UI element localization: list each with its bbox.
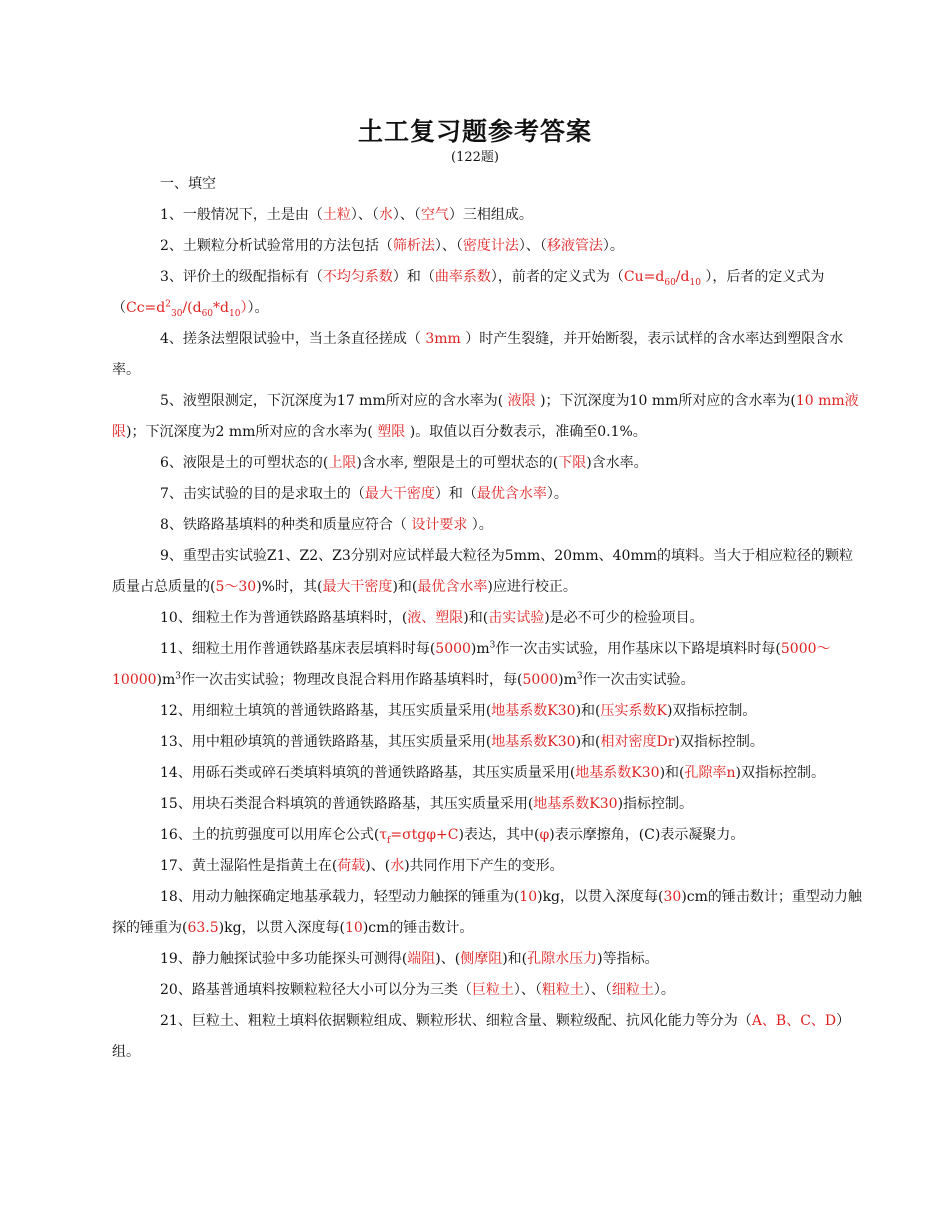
answer-text: 粗粒土: [541, 982, 584, 998]
answer-text: 移液管法: [546, 238, 603, 254]
question-text: 7、击实试验的目的是求取土的（: [160, 486, 365, 502]
answer-text: 相对密度Dr: [600, 734, 675, 750]
answer-text: τ: [379, 827, 388, 843]
question-text: 20、路基普通填料按颗粒粒径大小可以分为三类（: [160, 982, 472, 998]
question-text: )cm的锤击数计；重型动力触探的锤重为(: [112, 889, 862, 936]
question-text: 作一次击实试验；物理改良混合料用作路基填料时，每(: [181, 672, 523, 688]
question-text: )kg，以贯入深度每(: [537, 889, 664, 905]
answer-text: 端阻: [407, 951, 436, 967]
question-text: ），前者的定义式为（: [490, 269, 624, 285]
question-text: ）、（: [513, 982, 542, 998]
question-item: [112, 324, 864, 386]
question-text: )。取值以百分数表示，准确至0.1%。: [405, 424, 647, 440]
answer-text: 击实试验: [488, 610, 545, 626]
question-item: [112, 386, 864, 448]
answer-text: 液限: [507, 393, 536, 409]
question-text: )和(: [575, 703, 601, 719]
answer-text: 不均匀系数: [322, 269, 393, 285]
question-text: 3: [175, 671, 182, 682]
answer-text: ）: [240, 300, 248, 316]
question-text: 15、用块石类混合料填筑的普通铁路路基，其压实质量采用(: [160, 796, 534, 812]
question-text: )和(: [502, 951, 528, 967]
question-text: 1、一般情况下，土是由（: [160, 207, 323, 223]
question-text: ）。: [546, 486, 568, 502]
answer-text: /d: [675, 269, 690, 285]
answer-text: 5000: [522, 672, 559, 688]
question-text: ）。: [653, 982, 675, 998]
question-text: )双指标控制。: [735, 765, 825, 781]
question-text: 10、细粒土作为普通铁路路基填料时，(: [160, 610, 408, 626]
question-item: [112, 231, 864, 262]
question-text: )是必不可少的检验项目。: [544, 610, 704, 626]
answer-text: 地基系数K30: [491, 703, 576, 719]
question-text: ）、（: [350, 207, 379, 223]
question-text: 18、用动力触探确定地基承载力，轻型动力触探的锤重为(: [160, 889, 520, 905]
answer-text: 地基系数K30: [491, 734, 576, 750]
question-text: 8、铁路路基填料的种类和质量应符合（: [160, 517, 412, 533]
question-text: )m: [156, 672, 176, 688]
question-text: )kg，以贯入深度每(: [218, 920, 346, 936]
question-item: [112, 696, 864, 727]
answer-text: 30: [170, 308, 183, 319]
question-text: )；下沉深度为10 mm所对应的含水率为(: [535, 393, 796, 409]
question-text: 3、评价土的级配指标有（: [160, 269, 323, 285]
answer-text: 筛析法: [392, 238, 435, 254]
question-text: )和(: [659, 765, 685, 781]
page-subtitle: (122题): [451, 150, 499, 165]
answer-text: 液、塑限: [407, 610, 464, 626]
question-text: 作一次击实试验。: [582, 672, 695, 688]
question-text: 6、液限是土的可塑状态的(: [160, 455, 329, 471]
answer-text: Cc=d: [126, 300, 166, 316]
answer-text: 孔隙率n: [684, 765, 736, 781]
answer-text: 上限: [328, 455, 357, 471]
question-item: [112, 448, 864, 479]
question-text: 3: [489, 640, 496, 651]
answer-text: 荷载: [337, 858, 366, 874]
answer-text: 密度计法: [462, 238, 519, 254]
question-item: [112, 882, 864, 944]
answer-text: 孔隙水压力: [527, 951, 598, 967]
question-text: 19、静力触探试验中多功能探头可测得(: [160, 951, 408, 967]
question-text: )含水率。: [586, 455, 648, 471]
answer-text: 10: [345, 920, 363, 936]
question-item: [112, 1006, 864, 1068]
question-text: ）、（: [583, 982, 612, 998]
answer-text: 5000～10000: [112, 641, 831, 688]
question-text: ）、（: [434, 238, 463, 254]
question-item: [112, 727, 864, 758]
question-text: )%时，其(: [256, 579, 323, 595]
question-item: [112, 479, 864, 510]
question-text: ）和（: [434, 486, 477, 502]
answer-text: 最优含水率: [417, 579, 488, 595]
answer-text: 设计要求: [411, 517, 468, 533]
question-item: [112, 541, 864, 603]
question-text: )、(: [435, 951, 461, 967]
answer-text: 空气: [420, 207, 449, 223]
answer-text: 巨粒土: [471, 982, 514, 998]
question-text: )表示摩擦角，(C)表示凝聚力。: [549, 827, 745, 843]
question-item: [112, 758, 864, 789]
question-text: )表达，其中(: [458, 827, 540, 843]
answer-text: 下限: [558, 455, 587, 471]
question-text: )；下沉深度为2 mm所对应的含水率为(: [126, 424, 378, 440]
answer-text: =σtgφ+C: [390, 827, 459, 843]
answer-text: *d: [213, 300, 229, 316]
answer-text: φ: [539, 827, 550, 843]
answer-text: 10 mm液限: [112, 393, 859, 440]
answer-text: Cu=d: [623, 269, 665, 285]
answer-text: 2: [165, 299, 171, 310]
section-heading: 一、填空: [160, 176, 216, 192]
question-text: ）、（: [392, 207, 421, 223]
question-item: [112, 975, 864, 1006]
question-text: )等指标。: [597, 951, 659, 967]
answer-text: 63.5: [187, 920, 219, 936]
question-text: )和(: [575, 734, 601, 750]
answer-text: 60: [664, 277, 676, 288]
question-text: )双指标控制。: [666, 703, 757, 719]
question-item: [112, 820, 864, 851]
question-item: [112, 262, 864, 324]
answer-text: 10: [519, 889, 538, 905]
question-text: 13、用中粗砂填筑的普通铁路路基，其压实质量采用(: [160, 734, 492, 750]
answer-text: 细粒土: [611, 982, 654, 998]
answer-text: 水: [378, 207, 393, 223]
question-text: )含水率, 塑限是土的可塑状态的(: [356, 455, 559, 471]
answer-text: 水: [390, 858, 405, 874]
question-text: 9、重型击实试验Z1、Z2、Z3分别对应试样最大粒径为5mm、20mm、40mm的填料。当大于相应粒径的颗粒质量占总质量的(: [112, 548, 853, 595]
answer-text: 10: [229, 308, 241, 319]
question-text: )和(: [392, 579, 418, 595]
question-item: [112, 789, 864, 820]
answer-text: 侧摩阻: [460, 951, 503, 967]
question-list: [112, 200, 864, 1068]
question-text: 21、巨粒土、粗粒土填料依据颗粒组成、颗粒形状、细粒含量、颗粒级配、抗风化能力等分为（: [160, 1013, 752, 1029]
question-item: [112, 603, 864, 634]
answer-text: 60: [201, 308, 214, 319]
question-text: ）时产生裂缝，并开始断裂，表示试样的含水率达到塑限含水率。: [112, 331, 844, 378]
question-text: )、(: [365, 858, 391, 874]
question-text: ）、（: [518, 238, 547, 254]
question-text: 14、用砾石类或碎石类填料填筑的普通铁路路基，其压实质量采用(: [160, 765, 576, 781]
question-text: )共同作用下产生的变形。: [404, 858, 564, 874]
answer-text: 最大干密度: [364, 486, 435, 502]
answer-text: f: [387, 835, 391, 846]
question-text: )cm的锤击数计。: [362, 920, 474, 936]
question-text: 12、用细粒土填筑的普通铁路路基，其压实质量采用(: [160, 703, 492, 719]
question-text: ）。: [247, 300, 269, 316]
question-text: ）三相组成。: [448, 207, 533, 223]
question-text: )应进行校正。: [487, 579, 577, 595]
answer-text: 5～30: [215, 579, 257, 595]
answer-text: 10: [689, 277, 701, 288]
question-item: [112, 200, 864, 231]
answer-text: 土粒: [322, 207, 351, 223]
question-item: [112, 634, 864, 696]
question-text: ）和（: [392, 269, 435, 285]
question-text: ），后者的定义式为（: [112, 269, 825, 316]
question-text: 4、搓条法塑限试验中，当土条直径搓成（: [160, 331, 426, 347]
question-text: 2、土颗粒分析试验常用的方法包括（: [160, 238, 393, 254]
answer-text: 最优含水率: [476, 486, 547, 502]
question-text: 5、液塑限测定，下沉深度为17 mm所对应的含水率为(: [160, 393, 508, 409]
question-text: 3: [576, 671, 583, 682]
question-item: [112, 851, 864, 882]
answer-text: 30: [663, 889, 682, 905]
question-text: ）。: [467, 517, 493, 533]
answer-text: 最大干密度: [322, 579, 393, 595]
question-text: 作一次击实试验，用作基床以下路堤填料时每(: [495, 641, 781, 657]
answer-text: 地基系数K30: [575, 765, 660, 781]
question-text: 17、黄土湿陷性是指黄土在(: [160, 858, 338, 874]
question-text: 16、土的抗剪强度可以用库仑公式(: [160, 827, 380, 843]
question-text: )m: [470, 641, 490, 657]
question-text: 11、细粒土用作普通铁路基床表层填料时每(: [160, 641, 436, 657]
question-text: )和(: [463, 610, 489, 626]
question-text: )指标控制。: [617, 796, 694, 812]
answer-text: 塑限: [377, 424, 406, 440]
page-title: 土工复习题参考答案: [357, 117, 592, 146]
question-text: ）。: [602, 238, 624, 254]
answer-text: /(d: [182, 300, 202, 316]
answer-text: 3mm: [425, 331, 461, 347]
answer-text: 5000: [435, 641, 471, 657]
question-text: )双指标控制。: [674, 734, 764, 750]
question-item: [112, 944, 864, 975]
answer-text: 压实系数K: [600, 703, 667, 719]
question-item: [112, 510, 864, 541]
answer-text: 曲率系数: [434, 269, 491, 285]
question-text: ）组。: [112, 1013, 851, 1060]
question-text: )m: [558, 672, 577, 688]
answer-text: A、B、C、D: [751, 1013, 837, 1029]
answer-text: 地基系数K30: [533, 796, 618, 812]
